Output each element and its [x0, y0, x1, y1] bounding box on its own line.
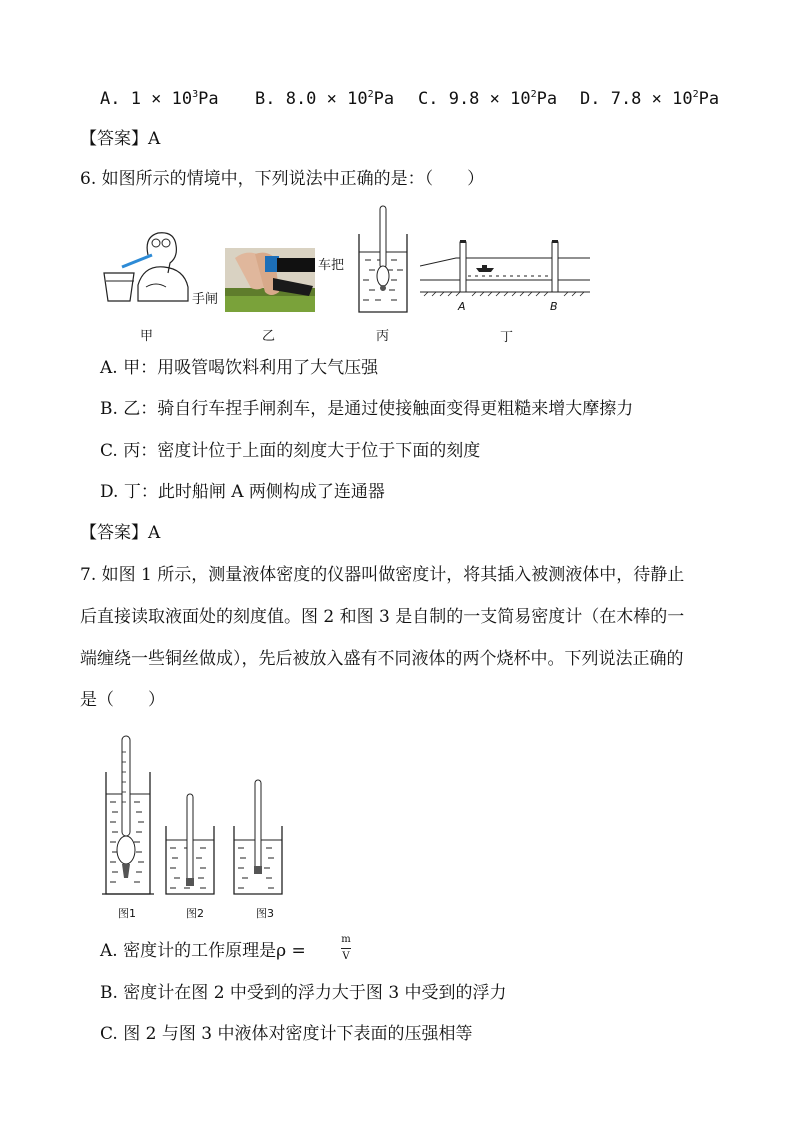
q5-option-d: D. $7.8 \times 10^2Pa$ [580, 89, 720, 109]
q7-formula-denominator: V [342, 951, 350, 962]
q6-option-b: B. 乙：骑自行车捏手闸刹车，是通过使接触面变得更粗糙来增大摩擦力 [100, 399, 634, 419]
fig-bing-caption: 丙 [376, 329, 390, 344]
fig-jia-caption: 甲 [140, 329, 154, 344]
q7-option-b: B. 密度计在图 2 中受到的浮力大于图 3 中受到的浮力 [100, 983, 507, 1003]
q6-option-c: C. 丙：密度计位于上面的刻度大于位于下面的刻度 [100, 441, 481, 461]
q7-stem-line-3: 端缠绕一些铜丝做成），先后被放入盛有不同液体的两个烧杯中。下列说法正确的 [80, 649, 684, 669]
handle-label: 车把 [318, 258, 345, 273]
q6-answer: 【答案】A [80, 523, 161, 543]
q7-stem-line-1: 7. 如图 1 所示，测量液体密度的仪器叫做密度计，将其插入被测液体中，待静止 [80, 565, 685, 585]
q6-option-a: A. 甲：用吸管喝饮料利用了大气压强 [100, 358, 379, 378]
q7-formula-bar [341, 948, 351, 949]
brake-label: 手闸 [192, 292, 219, 307]
fig3-caption: 图3 [256, 907, 274, 920]
q5-option-c: C. $9.8 \times 10^2Pa$ [418, 89, 558, 109]
q7-stem-line-4: 是（ ） [80, 690, 165, 710]
figure-bing-hydrometer [355, 204, 411, 316]
lock-a-label: A [458, 300, 466, 313]
figure-ding-ship-lock [420, 236, 590, 306]
lock-b-label: B [550, 300, 558, 313]
q7-option-a: A. 密度计的工作原理是ρ = [100, 941, 306, 961]
fig2-caption: 图2 [186, 907, 204, 920]
q6-stem: 6. 如图所示的情境中，下列说法中正确的是：（ ） [80, 169, 485, 189]
q5-option-a: A. $1 \times 10^3Pa$ [100, 89, 219, 109]
q7-stem-line-2: 后直接读取液面处的刻度值。图 2 和图 3 是自制的一支简易密度计（在木棒的一 [80, 607, 685, 627]
fig1-caption: 图1 [118, 907, 136, 920]
q5-answer: 【答案】A [80, 129, 161, 149]
q6-option-d: D. 丁：此时船闸 A 两侧构成了连通器 [100, 482, 385, 502]
q5-option-b: B. $8.0 \times 10^2Pa$ [255, 89, 395, 109]
fig-ding-caption: 丁 [500, 330, 514, 345]
figure-jia-drinking [98, 215, 193, 305]
fig-yi-caption: 乙 [262, 329, 276, 344]
q7-formula-numerator: m [341, 934, 351, 945]
figure-yi-brake-photo [225, 248, 315, 312]
q7-option-c: C. 图 2 与图 3 中液体对密度计下表面的压强相等 [100, 1024, 473, 1044]
figure-q7-hydrometers [100, 732, 310, 902]
